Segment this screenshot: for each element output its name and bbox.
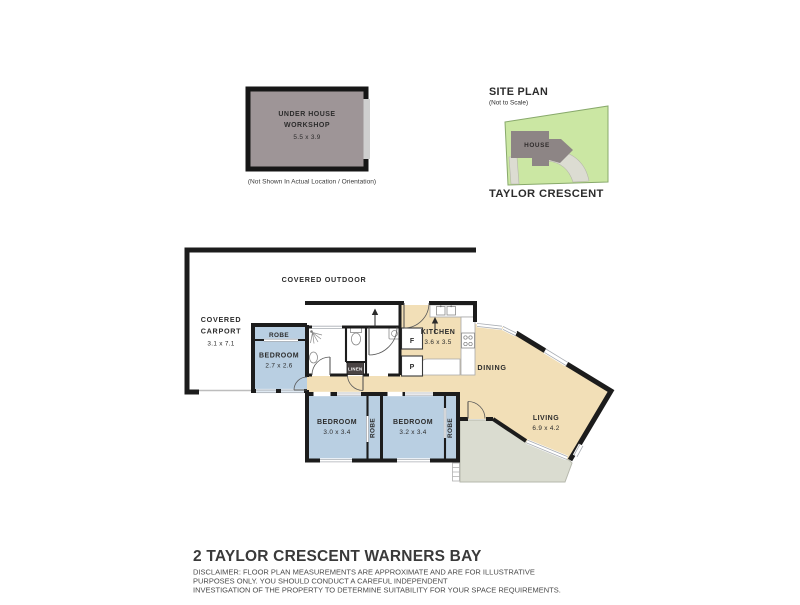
- basin: [310, 352, 318, 363]
- sink-left: [437, 307, 446, 316]
- site-plan: [489, 86, 608, 200]
- footer: [193, 548, 561, 595]
- dining-label: DINING: [477, 363, 507, 372]
- workshop-caption: (Not Shown In Actual Location / Orientation): [247, 178, 377, 186]
- deck-steps: [453, 463, 460, 481]
- entry-arrow-icon: [372, 309, 378, 328]
- workshop-label-line1: UNDER HOUSE: [278, 111, 336, 118]
- site-path-strip: [509, 157, 519, 184]
- laundry-tub: [389, 328, 400, 339]
- address-title: 2 TAYLOR CRESCENT WARNERS BAY: [193, 548, 482, 565]
- shower-spray-icon: [311, 333, 323, 344]
- carport-dims: 3.1 x 7.1: [207, 340, 235, 348]
- pantry-label: P: [409, 364, 415, 371]
- kitchen-bench-bottom: [422, 359, 460, 375]
- bedroom2-label: BEDROOM: [316, 419, 358, 426]
- living-dims: 6.9 x 4.2: [532, 425, 560, 432]
- bedroom3-dims: 3.2 x 3.4: [399, 429, 427, 436]
- linen-label: LINEN: [348, 366, 363, 372]
- fridge-label: F: [409, 338, 415, 345]
- disclaimer-line2: PURPOSES ONLY. YOU SHOULD CONDUCT A CAREFUL INDEPENDENT: [193, 576, 448, 586]
- bedroom3-label: BEDROOM: [392, 419, 434, 426]
- carport-label-line2: CARPORT: [200, 326, 242, 336]
- workshop-room: [248, 89, 366, 169]
- stove: [462, 333, 475, 348]
- disclaimer-line3: INVESTIGATION OF THE PROPERTY TO DETERMINE SUITABILITY FOR YOUR SPACE REQUIREMENTS.: [193, 585, 561, 595]
- workshop-inset: [248, 89, 376, 186]
- bedroom1-dims: 2.7 x 2.6: [265, 362, 293, 370]
- workshop-dims: 5.5 x 3.9: [293, 134, 321, 141]
- robe2-label: ROBE: [446, 417, 454, 439]
- covered-outdoor-label: COVERED OUTDOOR: [281, 275, 367, 284]
- shower-head-icon: [310, 330, 313, 333]
- site-plan-title: SITE PLAN: [489, 86, 549, 98]
- sink-right: [447, 307, 456, 316]
- tap-icon: [440, 306, 442, 308]
- living-label: LIVING: [532, 415, 560, 422]
- workshop-opening: [364, 99, 371, 159]
- robe-main-label: ROBE: [268, 332, 290, 339]
- bedroom1-label: BEDROOM: [258, 352, 300, 360]
- carport-label-line1: COVERED: [200, 315, 242, 324]
- bedroom2-dims: 3.0 x 3.4: [323, 429, 351, 436]
- main-floor-plan: [187, 250, 611, 482]
- kitchen-dims: 3.6 x 3.5: [424, 339, 452, 346]
- workshop-label-line2: WORKSHOP: [284, 122, 330, 129]
- kitchen-label: KITCHEN: [420, 329, 456, 336]
- disclaimer-line1: DISCLAIMER: FLOOR PLAN MEASUREMENTS ARE APPROXIMATE AND ARE FOR ILLUSTRATIVE: [193, 567, 535, 577]
- robe1-label: ROBE: [369, 417, 377, 439]
- tap-icon: [450, 306, 452, 308]
- site-plan-subtitle: (Not to Scale): [489, 99, 529, 107]
- site-street-label: TAYLOR CRESCENT: [489, 188, 604, 200]
- site-house-label: HOUSE: [524, 142, 550, 149]
- toilet-bowl: [351, 333, 360, 345]
